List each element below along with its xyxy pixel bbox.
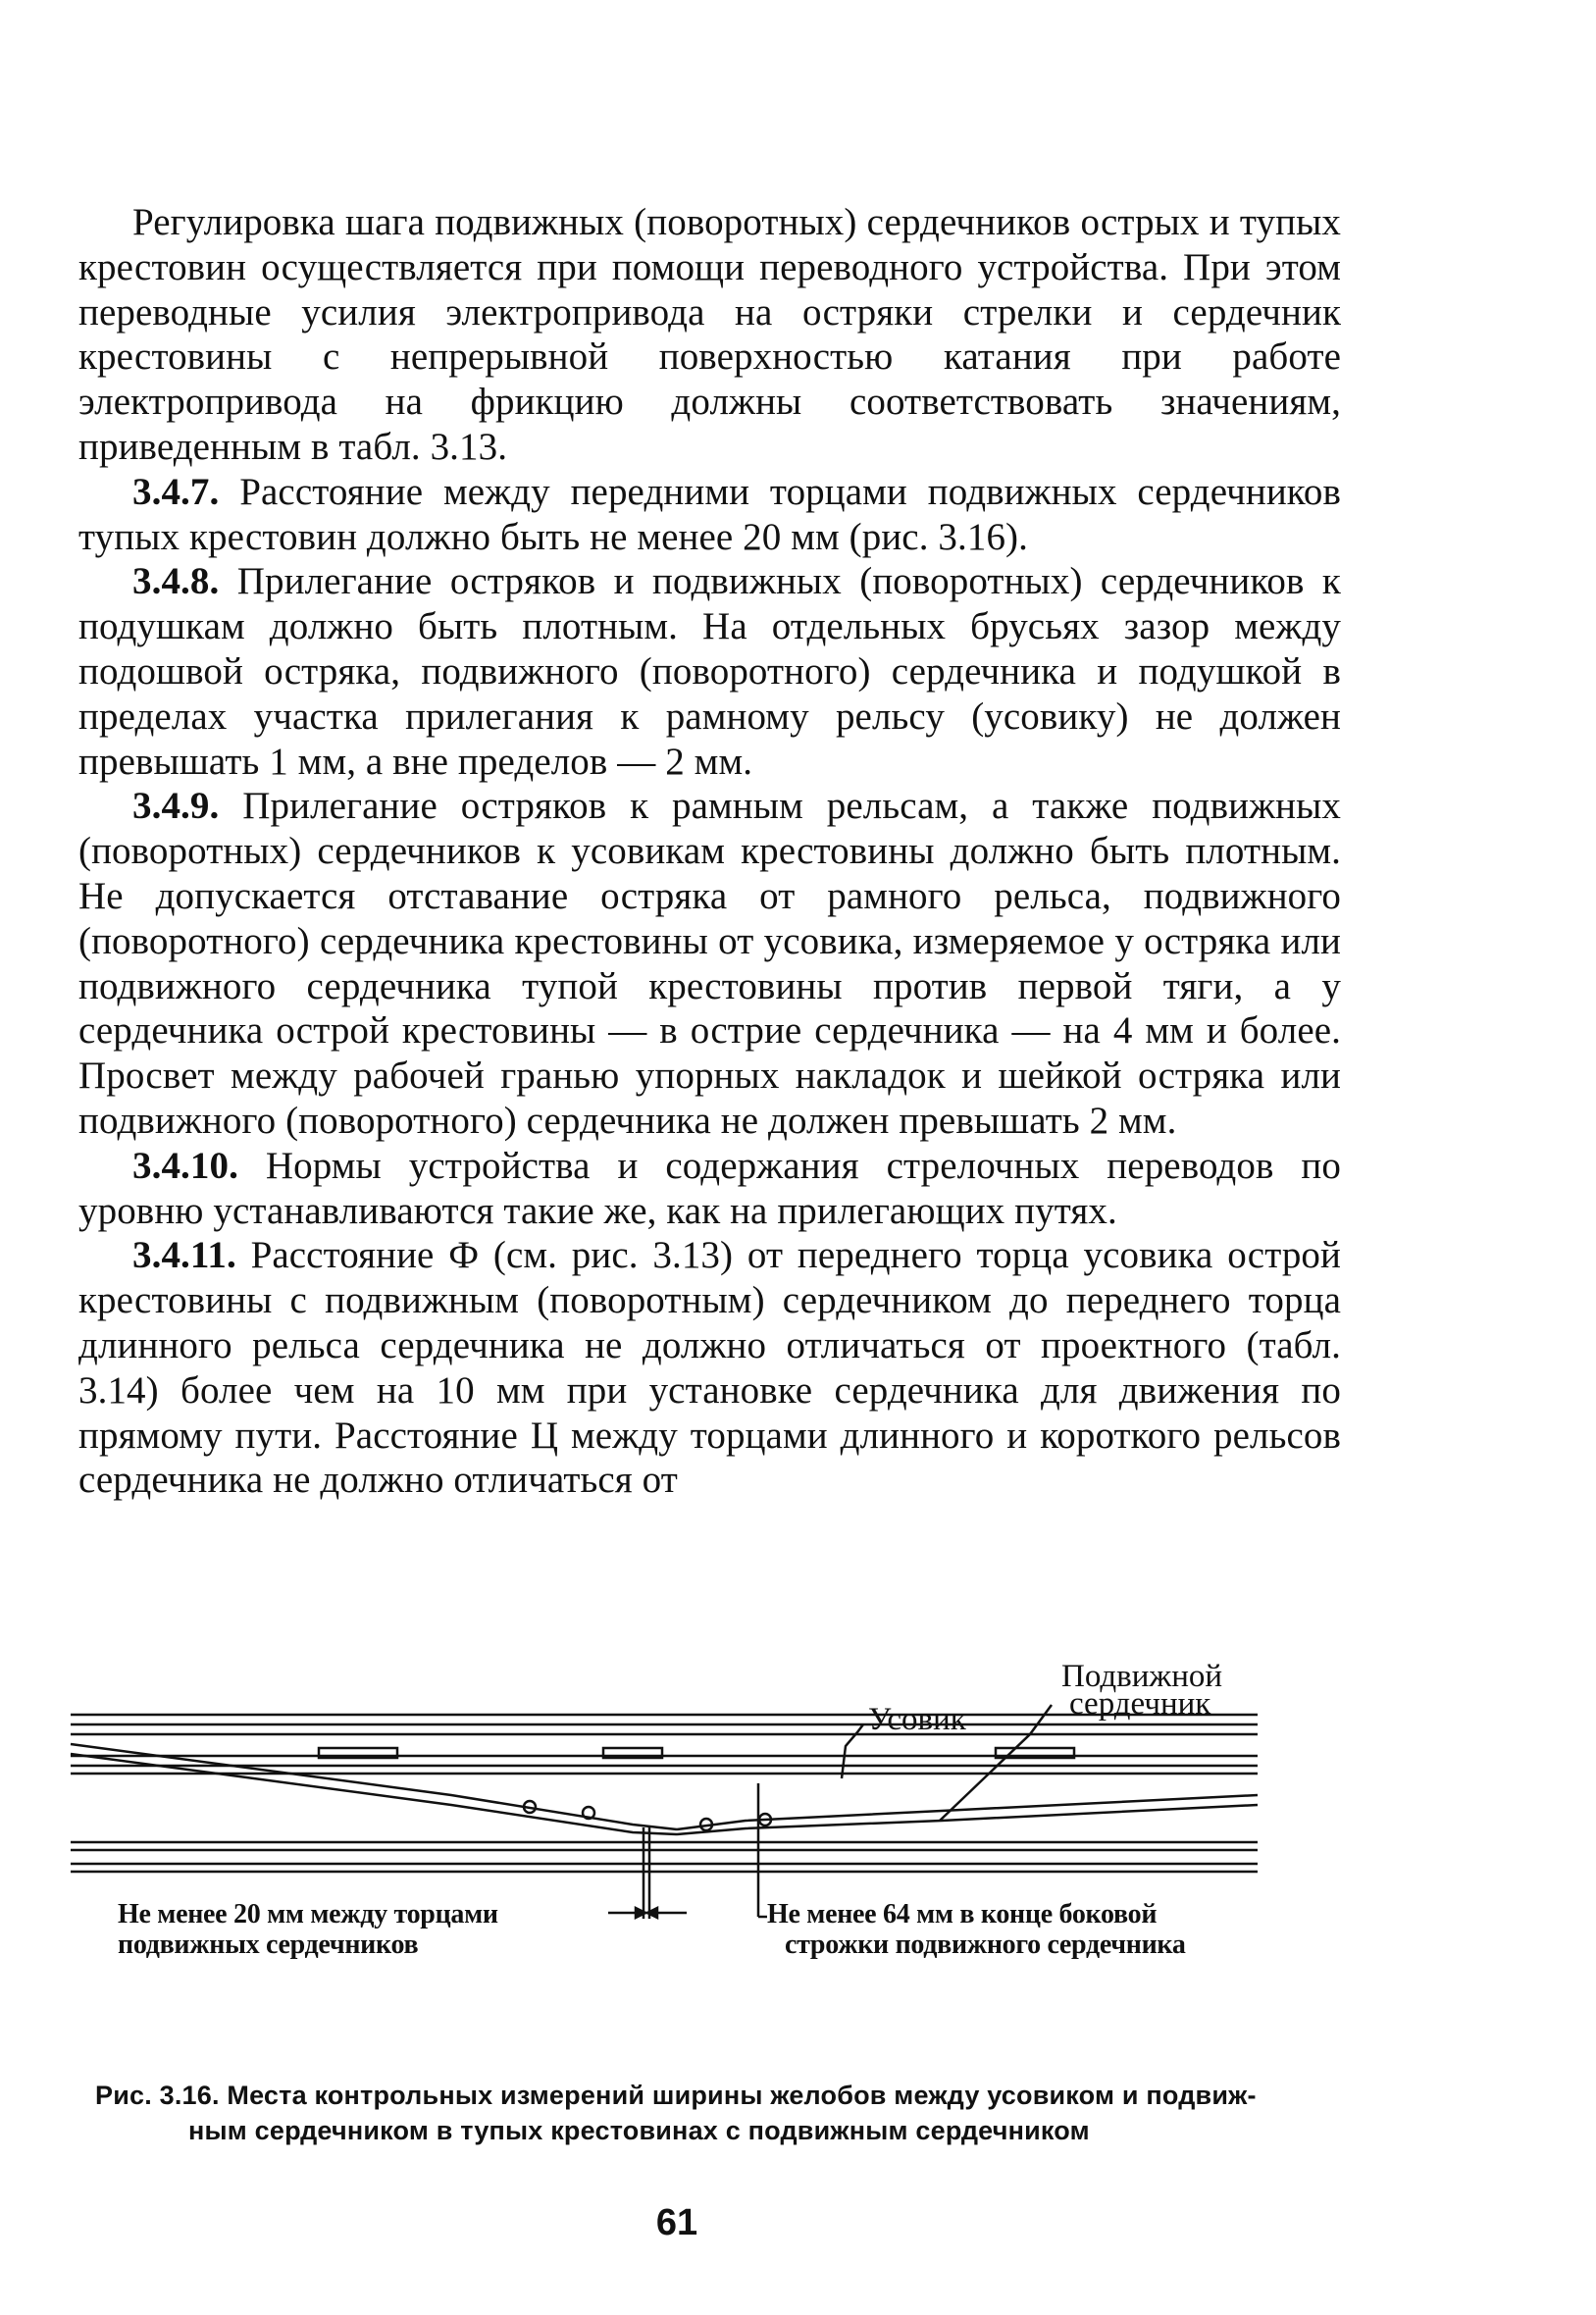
section-number: 3.4.8. — [132, 560, 220, 603]
label-left-note-1: Не менее 20 мм между торцами — [118, 1899, 498, 1929]
paragraph-3-4-11 — [78, 1233, 1341, 1503]
section-number: 3.4.7. — [132, 470, 220, 513]
paragraph-3-4-9 — [78, 784, 1341, 1143]
leader-usovik — [842, 1724, 863, 1778]
paragraph-text: Расстояние между передними торцами подвижных сердечников тупых крестовин должно быть не менее 20 мм (рис. 3.16). — [78, 470, 1341, 558]
caption-line-2: ным сердечником в тупых крестовинах с подвижным сердечником — [188, 2116, 1090, 2145]
paragraph-text: Прилегание остряков к рамным рельсам, а также подвижных (поворотных) сердечников к усовикам крестовины должно быть плотным. Не допускается отставание остряка от рамного рельса, подвижного (поворотного) сердечника крестовины от усовика, измеряемое у остряка или подвижного сердечника тупой крестовины против первой тяги, а у сердечника острой крестовины — в острие сердечника — на 4 мм и более. Просвет между рабочей гранью упорных накладок и шейкой остряка или подвижного (поворотного) сердечника не должен превышать 2 мм. — [78, 785, 1341, 1142]
body-text — [78, 200, 1341, 1503]
paragraph-3-4-10 — [78, 1144, 1341, 1234]
label-usovik: Усовик — [868, 1702, 966, 1737]
paragraph-text: Регулировка шага подвижных (поворотных) сердечников острых и тупых крестовин осуществляется при помощи переводного устройства. При этом переводные усилия электропривода на остряки стрелки и сердечник крестовины с непрерывной поверхностью катания при работе электропривода на фрикцию должны соответствовать значениям, приведенным в табл. 3.13. — [78, 201, 1341, 468]
section-number: 3.4.10. — [132, 1144, 238, 1187]
label-right-note-2: строжки подвижного сердечника — [785, 1929, 1186, 1960]
paragraph-text: Расстояние Ф (см. рис. 3.13) от переднего торца усовика острой крестовины с подвижным (поворотным) сердечником до переднего торца длинного рельса сердечника не должно отличаться от проектного (табл. 3.14) более чем на 10 мм при установке сердечника для движения по прямому пути. Расстояние Ц между торцами длинного и короткого рельсов сердечника не должно отличаться от — [78, 1234, 1341, 1502]
figure-3-16 — [59, 1659, 1295, 1970]
label-right-note-1: Не менее 64 мм в конце боковой — [767, 1899, 1158, 1929]
section-number: 3.4.9. — [132, 785, 220, 828]
page-number: 61 — [655, 2202, 698, 2243]
label-movable-core-1: Подвижной — [1061, 1659, 1223, 1694]
paragraph-3-4-8 — [78, 559, 1341, 784]
label-movable-core-2: сердечник — [1069, 1686, 1211, 1722]
paragraph-3-4-7 — [78, 470, 1341, 560]
label-left-note-2: подвижных сердечников — [118, 1929, 419, 1960]
paragraph-text: Прилегание остряков и подвижных (поворотных) сердечников к подушкам должно быть плотным. На отдельных брусьях зазор между подошвой остряка, подвижного (поворотного) сердечника и подушкой в пределах участка прилегания к рамному рельсу (усовику) не должен превышать 1 мм, а вне пределов — 2 мм. — [78, 560, 1341, 783]
caption-line-1: Рис. 3.16. Места контрольных измерений ширины желобов между усовиком и подвиж- — [95, 2081, 1257, 2110]
paragraph-text: Нормы устройства и содержания стрелочных переводов по уровню устанавливаются такие же, как на прилегающих путях. — [78, 1144, 1341, 1232]
paragraph-intro — [78, 200, 1341, 470]
figure-caption — [95, 2078, 1302, 2148]
section-number: 3.4.11. — [132, 1234, 236, 1277]
